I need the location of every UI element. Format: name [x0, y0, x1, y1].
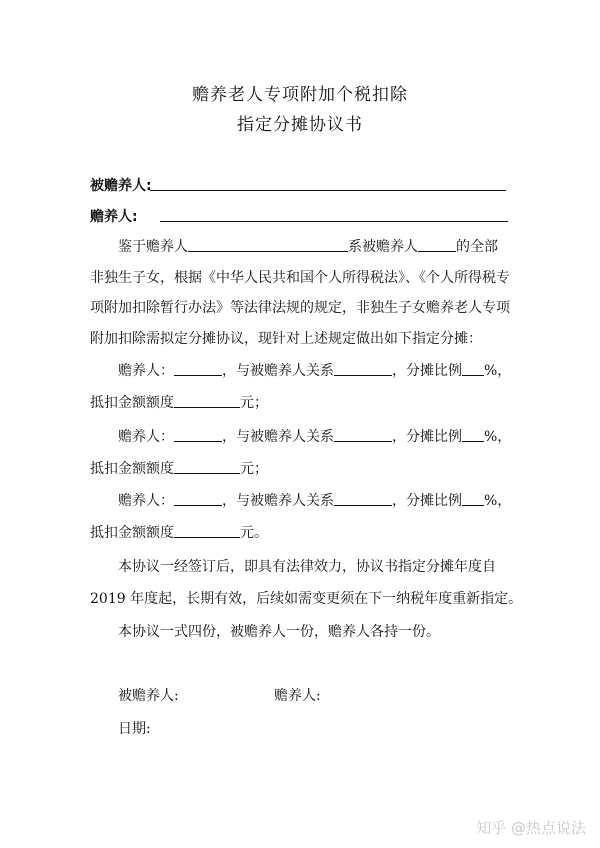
alloc-percent: %， — [484, 429, 512, 445]
alloc-supporter-label: 赡养人： — [118, 429, 174, 445]
zhihu-watermark: 知乎 @热点说法 — [476, 819, 586, 837]
p1-text-a: 鉴于赡养人 — [118, 239, 188, 255]
paragraph3: 本协议一式四份，被赡养人一份，赡养人各持一份。 — [118, 624, 440, 640]
amount-row-1 — [90, 392, 268, 412]
blank-relation — [418, 237, 456, 252]
alloc-supporter-label: 赡养人： — [118, 363, 174, 379]
paragraph1-line1 — [118, 236, 498, 256]
alloc-yuan-end: 元。 — [240, 525, 268, 541]
paragraph2-line2: 2019 年度起，长期有效，后续如需变更须在下一纳税年度重新指定。 — [90, 591, 523, 607]
allocation-row-1 — [118, 360, 511, 380]
alloc-amount-label: 抵扣金额额度 — [90, 525, 174, 541]
blank-relation-3 — [334, 491, 392, 506]
allocation-row-3 — [118, 490, 511, 510]
signature-date: 日期: — [118, 721, 151, 737]
blank-amount-3 — [174, 523, 240, 538]
signature-supporter: 赡养人: — [274, 688, 321, 704]
document-title-line2: 指定分摊协议书 — [237, 115, 363, 135]
alloc-supporter-label: 赡养人： — [118, 493, 174, 509]
alloc-relation-label: ，与被赡养人关系 — [222, 429, 334, 445]
paragraph1-line2: 非独生子女，根据《中华人民共和国个人所得税法》、《个人所得税专 — [90, 270, 510, 286]
alloc-yuan: 元； — [240, 461, 268, 477]
blank-relation-2 — [334, 427, 392, 442]
blank-supporter-name — [188, 237, 348, 252]
blank-name-1 — [174, 361, 222, 376]
alloc-amount-label: 抵扣金额额度 — [90, 395, 174, 411]
blank-relation-1 — [334, 361, 392, 376]
blank-ratio-1 — [462, 361, 484, 376]
supported-person-label: 被赡养人: — [90, 178, 152, 194]
supported-person-line — [150, 190, 506, 191]
alloc-yuan: 元； — [240, 395, 268, 411]
p1-text-c: 的全部 — [456, 239, 498, 255]
alloc-percent: %， — [484, 493, 512, 509]
blank-name-2 — [174, 427, 222, 442]
alloc-amount-label: 抵扣金额额度 — [90, 461, 174, 477]
alloc-percent: %， — [484, 363, 512, 379]
supporter-line — [160, 221, 508, 222]
document-title-line1: 赡养老人专项附加个税扣除 — [192, 85, 408, 105]
alloc-relation-label: ，与被赡养人关系 — [222, 493, 334, 509]
blank-ratio-3 — [462, 491, 484, 506]
paragraph2-line1: 本协议一经签订后，即具有法律效力，协议书指定分摊年度自 — [118, 559, 496, 575]
signature-supported: 被赡养人: — [118, 688, 179, 704]
alloc-relation-label: ，与被赡养人关系 — [222, 363, 334, 379]
allocation-row-2 — [118, 426, 511, 446]
alloc-ratio-label: ，分摊比例 — [392, 493, 462, 509]
amount-row-3 — [90, 522, 268, 542]
blank-amount-1 — [174, 393, 240, 408]
supporter-label: 赡养人: — [90, 209, 138, 225]
blank-amount-2 — [174, 459, 240, 474]
p1-text-b: 系被赡养人 — [348, 239, 418, 255]
amount-row-2 — [90, 458, 268, 478]
alloc-ratio-label: ，分摊比例 — [392, 363, 462, 379]
blank-name-3 — [174, 491, 222, 506]
alloc-ratio-label: ，分摊比例 — [392, 429, 462, 445]
paragraph1-line3: 项附加扣除暂行办法》等法律法规的规定，非独生子女赡养老人专项 — [90, 300, 510, 316]
blank-ratio-2 — [462, 427, 484, 442]
paragraph1-line4: 附加扣除需拟定分摊协议，现针对上述规定做出如下指定分摊： — [90, 331, 482, 347]
